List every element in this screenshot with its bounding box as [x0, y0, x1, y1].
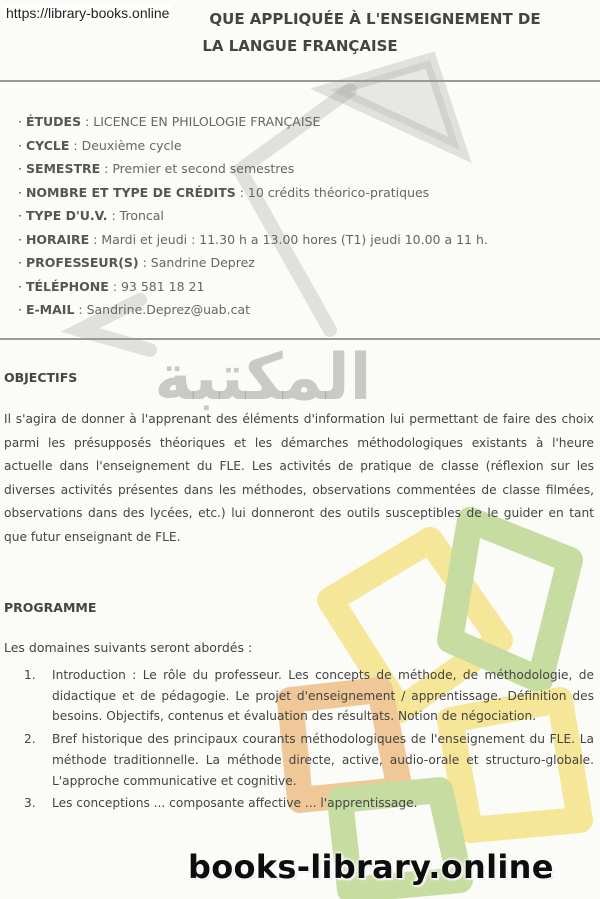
list-item: 3. Les conceptions ... composante affective ... l'apprentissage.: [24, 796, 418, 811]
course-info: [18, 110, 488, 322]
info-row: · PROFESSEUR(S) : Sandrine Deprez: [18, 255, 255, 270]
watermark-brand: books-library.online: [188, 848, 554, 886]
info-row: · NOMBRE ET TYPE DE CRÉDITS : 10 crédits théorico-pratiques: [18, 184, 430, 200]
list-item: 1. Introduction : Le rôle du professeur. Les concepts de méthode, de méthodologie, de didactique et de pédagogie. Le projet d'enseignement / apprentissage. Définition des besoins. Objectifs, contenus et évaluation des résultats. Notion de négociation.: [24, 668, 594, 724]
divider-middle: [0, 338, 600, 340]
title-line-2: LA LANGUE FRANÇAISE: [202, 37, 398, 55]
divider-top: [0, 80, 600, 82]
info-row: · TÉLÉPHONE : 93 581 18 21: [18, 278, 205, 294]
list-item: 2. Bref historique des principaux courants méthodologiques de l'enseignement du FLE. La méthode traditionnelle. La méthode directe, active, audio-orale et structuro-globale. L'approche communicative et cognitive.: [24, 732, 594, 788]
programme-list: [24, 665, 594, 816]
title-line-1: QUE APPLIQUÉE À L'ENSEIGNEMENT DE: [209, 10, 541, 28]
info-row: · CYCLE : Deuxième cycle: [18, 137, 182, 153]
page-title: [0, 6, 600, 60]
programme-heading: PROGRAMME: [4, 600, 97, 615]
objectifs-heading: OBJECTIFS: [4, 370, 78, 385]
info-row: · ÉTUDES : LICENCE EN PHILOLOGIE FRANÇAISE: [18, 114, 321, 129]
watermark-url: https://library-books.online: [6, 5, 170, 21]
info-row: · SEMESTRE : Premier et second semestres: [18, 161, 295, 176]
info-row: · E-MAIL : Sandrine.Deprez@uab.cat: [18, 302, 251, 317]
info-row: · TYPE D'U.V. : Troncal: [18, 208, 164, 223]
programme-intro: Les domaines suivants seront abordés :: [4, 640, 253, 655]
info-row: · HORAIRE : Mardi et jeudi : 11.30 h a 13.00 hores (T1) jeudi 10.00 a 11 h.: [18, 231, 488, 247]
library-logo-text: المكتبة: [154, 341, 372, 415]
objectifs-paragraph: Il s'agira de donner à l'apprenant des éléments d'information lui permettant de faire des choix parmi les présupposés théoriques et les démarches méthodologiques existants à l'heure actuelle dans l'enseignement du FLE. Les activités de pratique de classe (réflexion sur les diverses activités présentes dans les méthodes, observations commentées de classe filmées, observations dans des lycées, etc.) lui donneront des outils susceptibles de le guider en tant que futur enseignant de FLE.: [4, 412, 594, 544]
